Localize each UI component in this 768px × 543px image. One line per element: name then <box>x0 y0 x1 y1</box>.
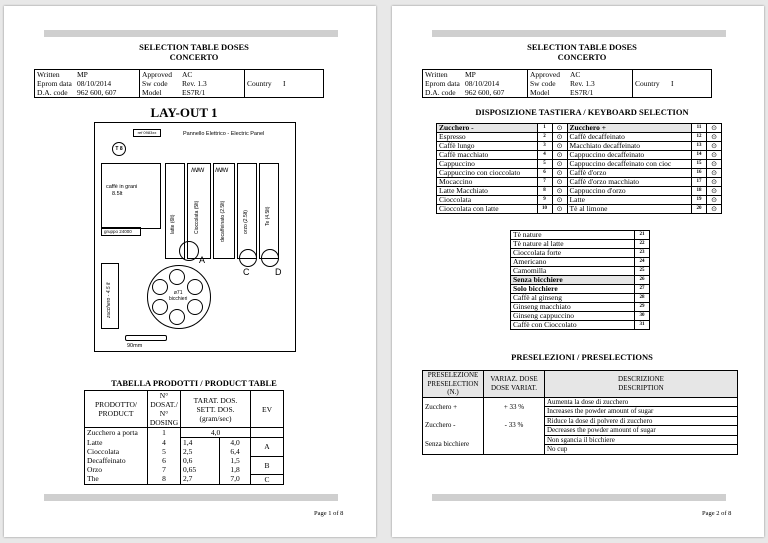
country-value: I <box>283 79 286 88</box>
header-meta-table <box>422 69 712 98</box>
keyboard-label: Zucchero - <box>437 124 538 133</box>
beans-capacity: 8.5lt <box>112 191 123 197</box>
description-header: DESCRIZIONE DESCRIPTION <box>618 375 664 392</box>
table-row: Decaffeinato 6 0,6 1,5 B <box>85 456 284 465</box>
preselections-table: PRESELEZIONE PRESELECTION (N.) VARIAZ. DOSE DOSE VARIAT. DESCRIZIONE DESCRIPTION Zucchero + + 33 % Aumenta la dose di zucchero Increases the powder amount of sugar Zucchero - - 33 % Riduce la dose di polvere di zucchero Decreases the powder amount of sugar Senza bicchiere Non sgancia il bicchiere No cup <box>422 370 738 455</box>
drip-tray-slot <box>125 335 167 341</box>
keyboard-title: DISPOSIZIONE TASTIERA / KEYBOARD SELECTION <box>475 107 689 117</box>
dosing-header: N° DOSAT./ N° DOSING <box>148 391 181 428</box>
keyboard-row <box>437 205 722 214</box>
keyboard-label: Caffè d'orzo macchiato <box>567 178 691 187</box>
header-meta-table <box>34 69 324 98</box>
keyboard-number: 20 <box>692 205 707 214</box>
keyboard-label: Camomilla <box>511 267 635 276</box>
keyboard-number: 25 <box>635 267 650 276</box>
keyboard-number: 9 <box>537 196 552 205</box>
keyboard-label: Ginseng cappuccino <box>511 312 635 321</box>
keyboard-number: 31 <box>635 321 650 330</box>
canister-decaf <box>213 163 235 259</box>
model-label: Model <box>140 88 181 98</box>
keyboard-number: 11 <box>692 124 707 133</box>
key-button-icon[interactable]: ⊙ <box>707 124 722 133</box>
keyboard-number: 10 <box>537 205 552 214</box>
mixer-d-label: D <box>275 267 282 277</box>
keyboard-label: Zucchero + <box>567 124 691 133</box>
keyboard-label: Cappuccino decaffeinato <box>567 151 691 160</box>
canister-tea <box>259 163 279 259</box>
sw-value: Rev. 1.3 <box>570 79 595 88</box>
keyboard-number: 6 <box>537 169 552 178</box>
canister-decaf-label: decaffeinato (2.5lt) <box>220 200 226 242</box>
keyboard-label: Caffè al ginseng <box>511 294 635 303</box>
model-value: ES7R/1 <box>182 88 206 97</box>
eprom-value: 08/10/2014 <box>465 79 500 88</box>
header-bar <box>44 30 338 37</box>
approved-label: Approved <box>528 70 569 80</box>
key-button-icon[interactable]: ⊙ <box>552 169 567 178</box>
key-button-icon[interactable]: ⊙ <box>707 187 722 196</box>
key-button-icon[interactable]: ⊙ <box>552 160 567 169</box>
page-title <box>104 42 284 62</box>
keyboard-label: Solo bicchiere <box>511 285 635 294</box>
da-code-label: D.A. code <box>37 88 68 97</box>
keyboard-number: 21 <box>635 231 650 240</box>
footer-bar <box>44 494 338 501</box>
motor-icon: ꟿꟿ <box>215 168 228 174</box>
page-number: Page 1 of 8 <box>314 510 344 517</box>
key-button-icon[interactable]: ⊙ <box>707 133 722 142</box>
keyboard-number: 7 <box>537 178 552 187</box>
keyboard-number: 28 <box>635 294 650 303</box>
model-label: Model <box>528 88 569 98</box>
keyboard-label: Tè al limone <box>567 205 691 214</box>
keyboard-label: Espresso <box>437 133 538 142</box>
keyboard-number: 19 <box>692 196 707 205</box>
title-line-2: CONCERTO <box>557 52 607 62</box>
keyboard-label: Caffè con Cioccolato <box>511 321 635 330</box>
key-button-icon[interactable]: ⊙ <box>552 124 567 133</box>
table-row: Zucchero + + 33 % Aumenta la dose di zucchero <box>423 397 738 407</box>
fuse-label: T 8 <box>112 142 126 156</box>
country-label: Country <box>245 70 282 98</box>
table-row: Cioccolata 5 2,5 6,4 <box>85 447 284 456</box>
sw-label: Sw code <box>528 79 569 88</box>
keyboard-number: 8 <box>537 187 552 196</box>
motor-icon: ꟿꟿ <box>191 168 204 174</box>
keyboard-label: Caffè d'orzo <box>567 169 691 178</box>
page-number: Page 2 of 8 <box>702 510 732 517</box>
written-label: Written <box>425 70 448 79</box>
mixer-a-label: A <box>199 255 206 265</box>
keyboard-extra-table <box>510 230 650 330</box>
mixer-d-icon <box>261 249 279 267</box>
key-button-icon[interactable]: ⊙ <box>552 187 567 196</box>
cup-stack-label: ø71 bicchieri <box>169 290 188 302</box>
cup-stack <box>187 299 203 315</box>
setting-header: TARAT. DOS. SETT. DOS. (gram/sec) <box>181 391 251 428</box>
da-code-value: 962 600, 607 <box>77 88 117 97</box>
keyboard-label: Cappuccino decaffeinato con cioc <box>567 160 691 169</box>
cup-stack <box>152 279 168 295</box>
keyboard-label: Caffè lungo <box>437 142 538 151</box>
keyboard-number: 26 <box>635 276 650 285</box>
key-button-icon[interactable]: ⊙ <box>707 205 722 214</box>
key-button-icon[interactable]: ⊙ <box>707 160 722 169</box>
keyboard-number: 16 <box>692 169 707 178</box>
title-line-2: CONCERTO <box>169 52 219 62</box>
mixer-c-label: C <box>243 267 250 277</box>
da-code-label: D.A. code <box>425 88 456 97</box>
eprom-label: Eprom data <box>37 79 72 88</box>
keyboard-label: Ginseng macchiato <box>511 303 635 312</box>
keyboard-number: 1 <box>537 124 552 133</box>
header-bar <box>432 30 726 37</box>
product-header: PRODOTTO/ PRODUCT <box>85 391 148 428</box>
approved-label: Approved <box>140 70 181 80</box>
keyboard-label: Latte <box>567 196 691 205</box>
cup-stack <box>169 309 185 325</box>
sw-value: Rev. 1.3 <box>182 79 207 88</box>
approved-value: AC <box>570 70 581 79</box>
sw-label: Sw code <box>140 79 181 88</box>
footer-bar <box>432 494 726 501</box>
mixer-c-icon <box>239 249 257 267</box>
keyboard-label: Mocaccino <box>437 178 538 187</box>
product-table <box>84 390 284 485</box>
canister-chocolate-label: Cioccolata (5lt) <box>194 200 200 234</box>
written-value: MP <box>77 70 88 79</box>
keyboard-number: 27 <box>635 285 650 294</box>
keyboard-label: Cioccolata con latte <box>437 205 538 214</box>
table-row: Senza bicchiere Non sgancia il bicchiere <box>423 435 738 445</box>
keyboard-label: Caffè macchiato <box>437 151 538 160</box>
written-label: Written <box>37 70 60 79</box>
keyboard-label: Tè nature <box>511 231 635 240</box>
width-label: 90mm <box>127 343 143 349</box>
sugar-canister-label: zucchero - 4.5 lt <box>106 282 112 318</box>
canister-barley <box>237 163 257 259</box>
country-value: I <box>671 79 674 88</box>
keyboard-number: 29 <box>635 303 650 312</box>
page-title <box>492 42 672 62</box>
country-label: Country <box>633 70 670 98</box>
keyboard-table <box>436 123 722 214</box>
key-button-icon[interactable]: ⊙ <box>707 196 722 205</box>
keyboard-number: 22 <box>635 240 650 249</box>
preselections-title: PRESELEZIONI / PRESELECTIONS <box>511 352 653 362</box>
title-line-1: SELECTION TABLE DOSES <box>139 42 249 52</box>
approved-value: AC <box>182 70 193 79</box>
table-row: The 8 2,7 7,0 C <box>85 474 284 484</box>
key-button-icon[interactable]: ⊙ <box>552 151 567 160</box>
eprom-value: 08/10/2014 <box>77 79 112 88</box>
dose-variation-header: VARIAZ. DOSE DOSE VARIAT. <box>484 371 545 398</box>
keyboard-number: 30 <box>635 312 650 321</box>
key-button-icon[interactable]: ⊙ <box>707 169 722 178</box>
cup-stack <box>152 299 168 315</box>
table-row: Latte 4 1,4 4,0 A <box>85 438 284 448</box>
keyboard-number: 15 <box>692 160 707 169</box>
keyboard-number: 2 <box>537 133 552 142</box>
model-value: ES7R/1 <box>570 88 594 97</box>
coffee-beans-hopper <box>101 163 161 229</box>
product-table-title: TABELLA PRODOTTI / PRODUCT TABLE <box>111 378 277 388</box>
keyboard-number: 3 <box>537 142 552 151</box>
table-row: Orzo 7 0,65 1,8 <box>85 465 284 474</box>
cup-stack <box>169 269 185 285</box>
eprom-label: Eprom data <box>425 79 460 88</box>
keyboard-label: Cappuccino con cioccolato <box>437 169 538 178</box>
keyboard-number: 17 <box>692 178 707 187</box>
keyboard-number: 4 <box>537 151 552 160</box>
keyboard-label: Americano <box>511 258 635 267</box>
preselection-header: PRESELEZIONE PRESELECTION (N.) <box>423 371 484 398</box>
ref-label: ref 0983xx <box>133 129 161 137</box>
keyboard-label: Cioccolata forte <box>511 249 635 258</box>
keyboard-label: Cappuccino d'orzo <box>567 187 691 196</box>
key-button-icon[interactable]: ⊙ <box>707 178 722 187</box>
ev-header: EV <box>262 404 272 414</box>
keyboard-label: Cioccolata <box>437 196 538 205</box>
key-button-icon[interactable]: ⊙ <box>552 133 567 142</box>
key-button-icon[interactable]: ⊙ <box>552 205 567 214</box>
table-row: Zucchero - - 33 % Riduce la dose di polvere di zucchero <box>423 416 738 426</box>
cup-stack <box>187 279 203 295</box>
key-button-icon[interactable]: ⊙ <box>707 151 722 160</box>
keyboard-label: Senza bicchiere <box>511 276 635 285</box>
keyboard-label: Macchiato decaffeinato <box>567 142 691 151</box>
da-code-value: 962 600, 607 <box>465 88 505 97</box>
page-1 <box>4 6 376 537</box>
key-button-icon[interactable]: ⊙ <box>552 142 567 151</box>
keyboard-number: 14 <box>692 151 707 160</box>
keyboard-label: Tè nature al latte <box>511 240 635 249</box>
keyboard-row <box>511 321 650 330</box>
key-button-icon[interactable]: ⊙ <box>552 178 567 187</box>
keyboard-number: 5 <box>537 160 552 169</box>
group-label: gruppo 24000 <box>101 227 141 236</box>
keyboard-number: 23 <box>635 249 650 258</box>
canister-tea-label: Te (4.5lt) <box>265 206 271 226</box>
keyboard-number: 18 <box>692 187 707 196</box>
page-2 <box>392 6 764 537</box>
layout-title: LAY-OUT 1 <box>150 105 218 120</box>
keyboard-label: Caffè decaffeinato <box>567 133 691 142</box>
keyboard-label: Latte Macchiato <box>437 187 538 196</box>
beans-label: caffè in grani <box>106 184 138 190</box>
layout-diagram <box>94 122 296 352</box>
canister-barley-label: orzo (2.5lt) <box>243 210 249 234</box>
electric-panel-label: Pannello Elettrico - Electric Panel <box>183 131 265 137</box>
written-value: MP <box>465 70 476 79</box>
sugar-canister <box>101 263 119 329</box>
canister-milk-label: latte (6lt) <box>170 214 176 234</box>
keyboard-label: Cappuccino <box>437 160 538 169</box>
mixer-a-icon <box>179 241 199 261</box>
keyboard-number: 13 <box>692 142 707 151</box>
key-button-icon[interactable]: ⊙ <box>707 142 722 151</box>
title-line-1: SELECTION TABLE DOSES <box>527 42 637 52</box>
key-button-icon[interactable]: ⊙ <box>552 196 567 205</box>
keyboard-number: 24 <box>635 258 650 267</box>
keyboard-number: 12 <box>692 133 707 142</box>
table-row: Zucchero a porta 1 4,0 <box>85 428 284 438</box>
